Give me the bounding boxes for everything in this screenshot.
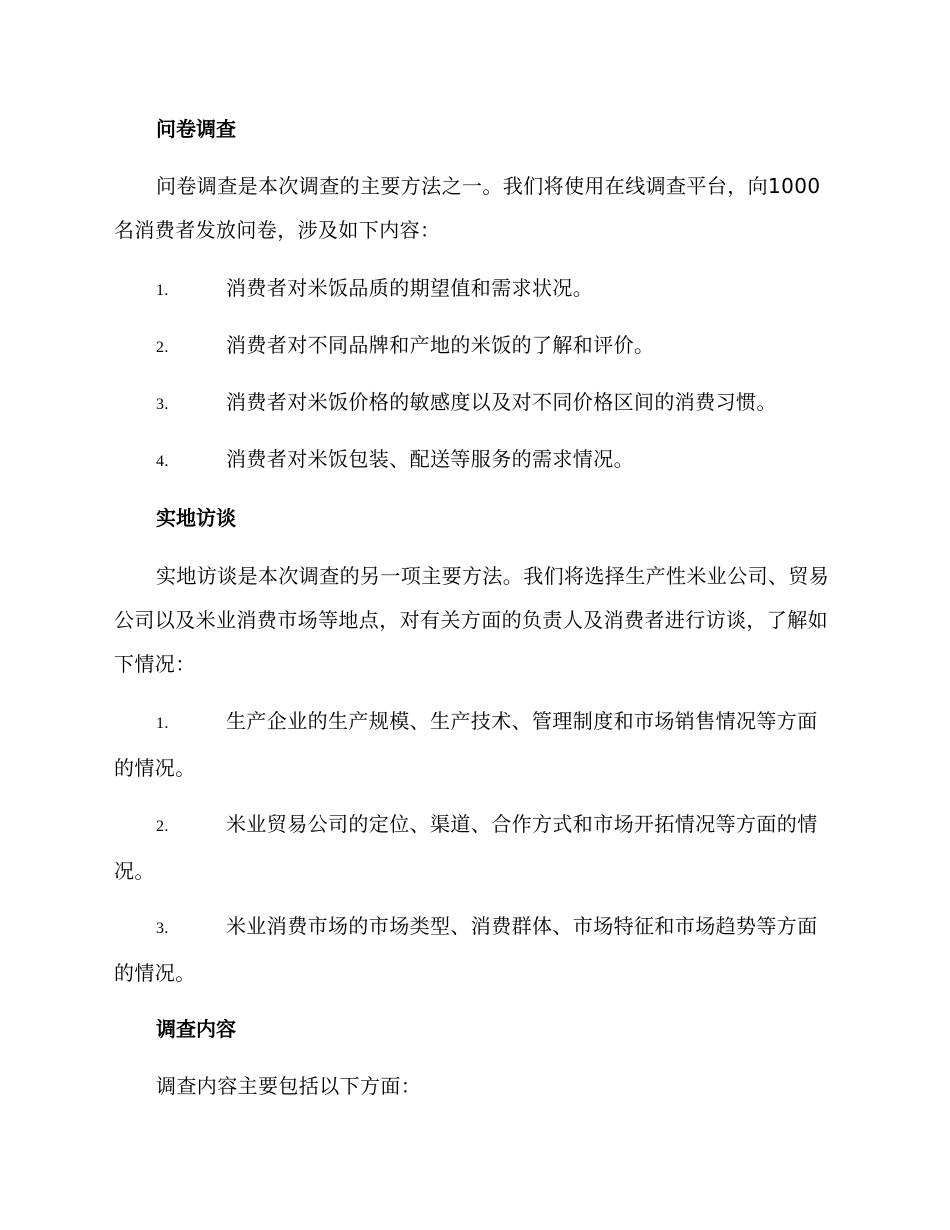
list-item	[114, 323, 834, 370]
list-item-text: 消费者对米饭价格的敏感度以及对不同价格区间的消费习惯。	[226, 390, 777, 414]
list-item-number: 1.	[156, 282, 169, 299]
list-item	[114, 266, 834, 313]
list-item-number: 2.	[156, 339, 169, 356]
list-item	[114, 437, 834, 484]
list-item-text: 消费者对米饭包装、配送等服务的需求情况。	[226, 447, 634, 471]
list-item	[114, 802, 834, 893]
list-item-number: 2.	[156, 818, 169, 835]
section-heading-survey-content: 调查内容	[156, 1017, 236, 1041]
section-intro-questionnaire: 问卷调查是本次调查的主要方法之一。我们将使用在线调查平台，向1000 名消费者发放问卷，涉及如下内容：	[114, 174, 821, 242]
list-item-text: 米业消费市场的市场类型、消费群体、市场特征和市场趋势等方面的情况。	[114, 914, 818, 985]
list-item-number: 3.	[156, 920, 169, 937]
section-intro-survey-content: 调查内容主要包括以下方面：	[156, 1074, 422, 1098]
section-heading-questionnaire: 问卷调查	[156, 117, 236, 141]
list-item	[114, 904, 834, 995]
list-item	[114, 699, 834, 790]
list-item-number: 4.	[156, 453, 169, 470]
list-item-text: 消费者对米饭品质的期望值和需求状况。	[226, 276, 594, 300]
list-item-text: 消费者对不同品牌和产地的米饭的了解和评价。	[226, 333, 655, 357]
section-intro-field-interview: 实地访谈是本次调查的另一项主要方法。我们将选择生产性米业公司、贸易公司以及米业消费市场等地点，对有关方面的负责人及消费者进行访谈，了解如下情况：	[114, 564, 830, 676]
list-item-text: 米业贸易公司的定位、渠道、合作方式和市场开拓情况等方面的情况。	[114, 812, 818, 883]
list-item-number: 3.	[156, 396, 169, 413]
list-item	[114, 380, 834, 427]
list-item-text: 生产企业的生产规模、生产技术、管理制度和市场销售情况等方面的情况。	[114, 709, 818, 780]
section-heading-field-interview: 实地访谈	[156, 506, 236, 530]
list-item-number: 1.	[156, 715, 169, 732]
